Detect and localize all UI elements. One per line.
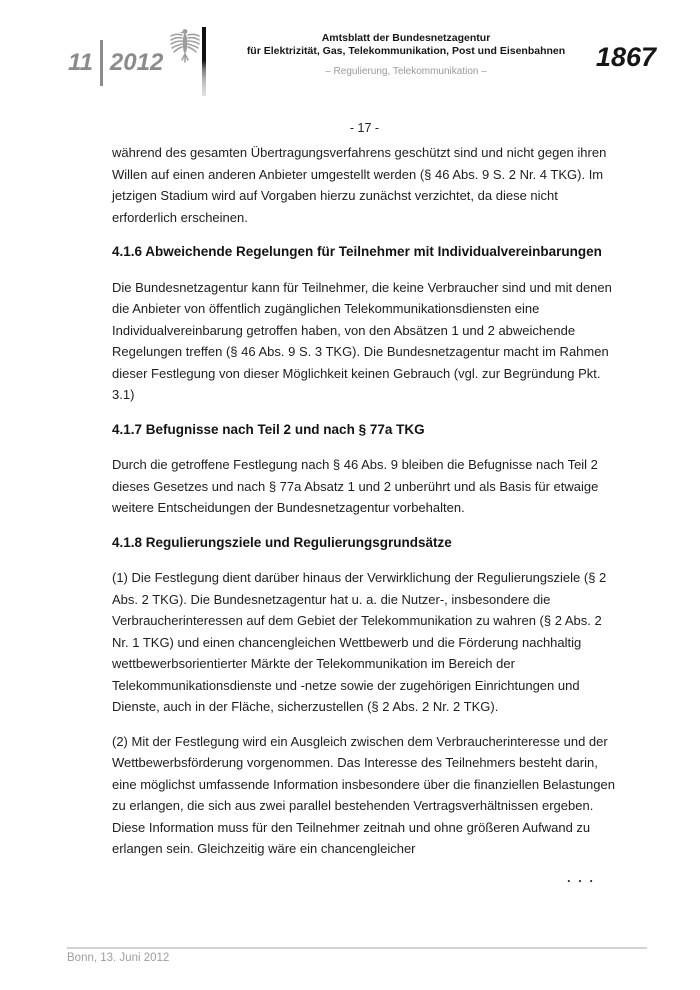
header-divider-bar [202,27,206,96]
paragraph-4-1-6: Die Bundesnetzagentur kann für Teilnehmer, die keine Verbraucher sind und mit denen die Anbieter von öffentlich zugänglichen Telekommunikationsdiensten eine Individualvereinbarung getroffen haben, von den Absätzen 1 und 2 abweichende Regelungen treffen (§ 46 Abs. 9 S. 3 TKG). Die Bundesnetzagentur macht im Rahmen dieser Festlegung von dieser Möglichkeit keinen Gebrauch (vgl. zur Begründung Pkt. 3.1) [112,279,612,402]
issue-separator [100,40,103,86]
masthead-title: Amtsblatt der Bundesnetzagentur [321,32,491,44]
issue-block [68,40,163,86]
running-page-number: 1867 [595,42,656,72]
section-heading-4-1-7: 4.1.7 Befugnisse nach Teil 2 und nach § 77a TKG [112,421,425,437]
masthead-subtitle-agencies: für Elektrizität, Gas, Telekommunikation, Post und Eisenbahnen [246,45,566,58]
continuation-ellipsis: . . . [566,869,595,885]
footer-dateline: Bonn, 13. Juni 2012 [67,952,170,964]
footer-rule [67,947,647,949]
document-body [112,120,617,888]
masthead-section-line: – Regulierung, Telekommunikation – [325,66,487,78]
paragraph-4-1-8-abs2: (2) Mit der Festlegung wird ein Ausgleich zwischen dem Verbraucherinteresse und der Wettbewerbsförderung vorgenommen. Das Interesse des Teilnehmers besteht darin, eine möglichst umfassende Information insbesondere über die finanziellen Belastungen zu erlangen, die sich aus zwei parallel bestehenden Vertragsverhältnissen ergeben. Diese Information muss für den Teilnehmer zeitnah und ohne größeren Aufwand zu erlangen sein. Gleichzeitig wäre ein chancengleicher [112,733,615,856]
issue-number: 11 [68,49,93,76]
bundesadler-federal-eagle-icon [169,27,201,67]
paragraph-4-1-8-abs1: (1) Die Festlegung dient darüber hinaus der Verwirklichung der Regulierungsziele (§ 2 Abs. 2 TKG). Die Bundesnetzagentur hat u. a. die Nutzer-, insbesondere die Verbraucherinteressen auf dem Gebiet der Telekommunikation zu wahren (§ 2 Abs. 2 Nr. 1 TKG) und einen chancengleichen Wettbewerb und die Förderung nachhaltig wettbewerbsorientierter Märkte der Telekommunikation im Bereich der Telekommunikationsdienste und -netze sowie der zugehörigen Einrichtungen und Dienste, auch in der Fläche, sicherzustellen (§ 2 Abs. 2 Nr. 2 TKG). [112,570,607,714]
paragraph-carryover: während des gesamten Übertragungsverfahrens geschützt sind und nicht gegen ihren Willen auf einen anderen Anbieter umgestellt werden (§ 46 Abs. 9 S. 2 Nr. 4 TKG). Im jetzigen Stadium wird auf Vorgaben hierzu zunächst verzichtet, da diese nicht erforderlich erscheinen. [112,145,607,225]
masthead [212,32,600,79]
section-heading-4-1-6: 4.1.6 Abweichende Regelungen für Teilnehmer mit Individualvereinbarungen [112,244,602,259]
issue-year: 2012 [109,49,164,76]
page-marker: - 17 - [349,121,380,135]
section-heading-4-1-8: 4.1.8 Regulierungsziele und Regulierungsgrundsätze [112,534,452,550]
paragraph-4-1-7: Durch die getroffene Festlegung nach § 46 Abs. 9 bleiben die Befugnisse nach Teil 2 dieses Gesetzes und nach § 77a Absatz 1 und 2 unberührt und als Basis für etwaige weitere Entscheidungen der Bundesnetzagentur vorbehalten. [112,457,599,515]
